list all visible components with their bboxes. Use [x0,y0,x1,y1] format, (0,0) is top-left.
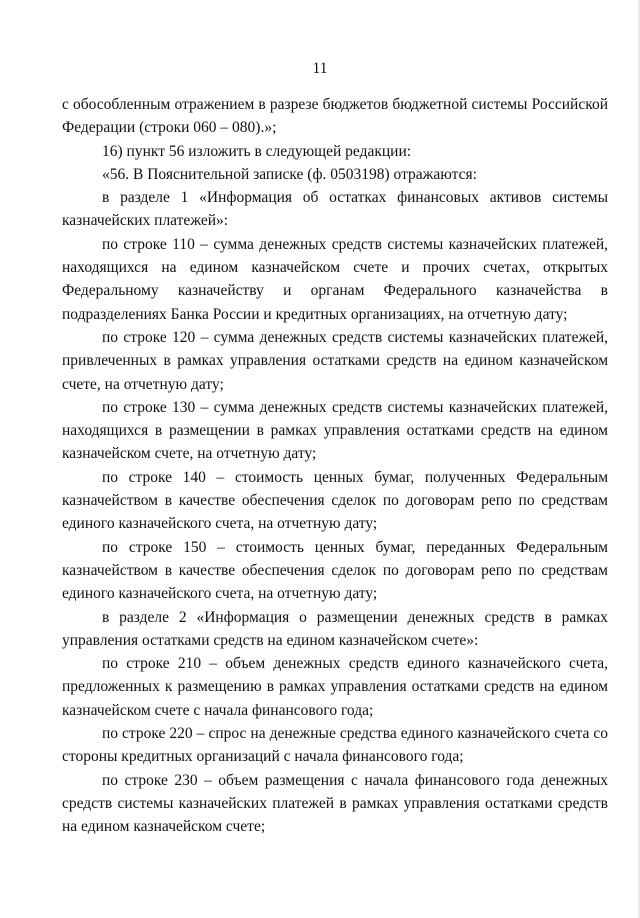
paragraph: по строке 230 – объем размещения с начала финансового года денежных средств системы казначейских платежей в рамках управления остатками средств на едином казначейском счете; [62,771,608,836]
document-body [62,93,608,839]
paragraph: 16) пункт 56 изложить в следующей редакции: [102,142,412,160]
paragraph: по строке 150 – стоимость ценных бумаг, переданных Федеральным казначейством в качестве обеспечения сделок по договорам репо по средствам единого казначейского счета, на отчетную дату; [62,538,608,603]
paragraph: по строке 120 – сумма денежных средств системы казначейских платежей, привлеченных в рамках управления остатками средств на едином казначейском счете, на отчетную дату; [62,328,608,393]
paragraph: «56. В Пояснительной записке (ф. 0503198) отражаются: [102,165,477,183]
paragraph: по строке 220 – спрос на денежные средства единого казначейского счета со стороны кредитных организаций с начала финансового года; [62,725,608,766]
page-number: 11 [312,60,328,77]
paragraph: по строке 210 – объем денежных средств единого казначейского счета, предложенных к размещению в рамках управления остатками средств на едином казначейском счете с начала финансового года; [62,655,608,719]
paragraph: по строке 130 – сумма денежных средств системы казначейских платежей, находящихся в размещении в рамках управления остатками средств на едином казначейском счете, на отчетную дату; [62,398,608,463]
paragraph: с обособленным отражением в разрезе бюджетов бюджетной системы Российской Федерации (строки 060 – 080).»; [62,96,608,137]
paragraph: по строке 110 – сумма денежных средств системы казначейских платежей, находящихся на едином казначейском счете и прочих счетах, открытых Федеральному казначейству и органам Федерального казначейства в подразделениях Банка России и кредитных организациях, на отчетную дату; [62,235,608,323]
paragraph: по строке 140 – стоимость ценных бумаг, полученных Федеральным казначейством в качестве обеспечения сделок по договорам репо по средствам единого казначейского счета, на отчетную дату; [62,468,608,533]
paragraph: в разделе 2 «Информация о размещении денежных средств в рамках управления остатками средств на едином казначейском счете»: [62,608,608,649]
paragraph: в разделе 1 «Информация об остатках финансовых активов системы казначейских платежей»: [62,189,608,230]
